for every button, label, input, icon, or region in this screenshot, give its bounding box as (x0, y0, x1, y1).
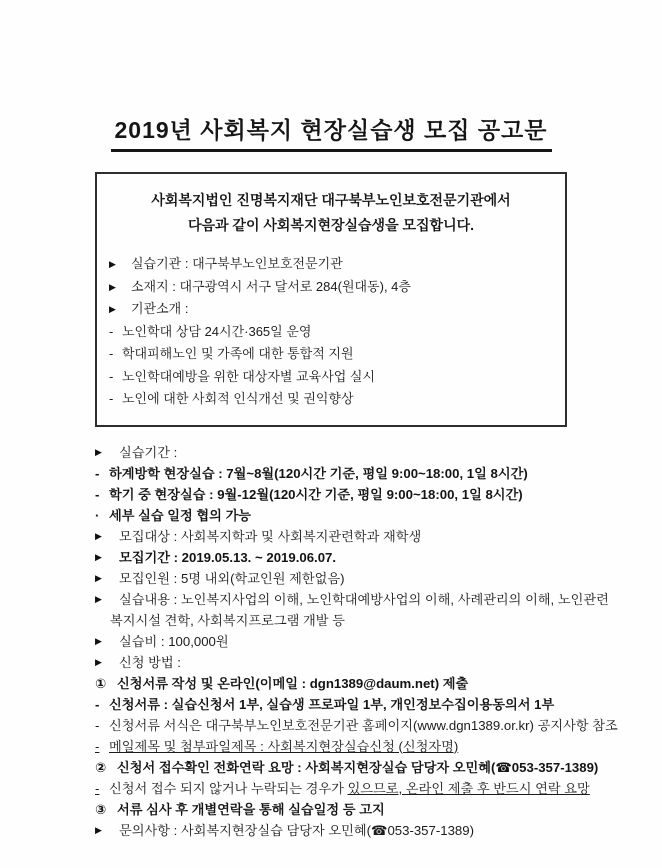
triangle-bullet-icon: ▶ (109, 281, 116, 292)
line-step1-online-submit: ① 신청서류 작성 및 온라인(이메일 : dgn1389@daum.net) 제출 (95, 673, 662, 694)
triangle-bullet-icon: ▶ (109, 304, 116, 314)
intro-heading-line2: 다음과 같이 사회복지현장실습생을 모집합니다. (187, 217, 475, 233)
line-mail-subject: - 메일제목 및 첨부파일제목 : 사회복지현장실습신청 (신청자명) (95, 736, 662, 757)
line-recruit-count: ▶ 모집인원 : 5명 내외(학교인원 제한없음) (95, 568, 662, 589)
triangle-bullet-icon: ▶ (95, 572, 102, 583)
dash-bullet-icon: - (95, 696, 100, 712)
dash-bullet-icon: - (95, 780, 100, 796)
dash-bullet-icon: - (95, 465, 100, 481)
line-schedule-negotiable: · 세부 실습 일정 협의 가능 (95, 505, 662, 526)
line-recruit-period: ▶ 모집기간 : 2019.05.13. ~ 2019.06.07. (95, 547, 662, 568)
line-application-method: ▶ 신청 방법 : (95, 652, 662, 673)
line-step3-schedule-notice: ③ 서류 심사 후 개별연락을 통해 실습일정 등 고지 (95, 799, 662, 820)
body-list (95, 442, 662, 841)
line-step2-confirm-call: ② 신청서 접수확인 전화연락 요망 : 사회복지현장실습 담당자 오민혜(☎053-357-1389) (95, 757, 662, 778)
dash-bullet-icon: - (109, 323, 114, 339)
triangle-bullet-icon: ▶ (95, 530, 102, 541)
triangle-bullet-icon: ▶ (109, 259, 116, 269)
intro-item-support: - 학대피해노인 및 가족에 대한 통합적 지원 (109, 343, 553, 366)
line-contact-warning (95, 778, 662, 799)
intro-items (109, 253, 553, 411)
dash-bullet-icon: - (95, 738, 100, 754)
line-training-period: ▶ 실습기간 : (95, 442, 662, 463)
triangle-bullet-icon: ▶ (95, 551, 102, 562)
line-document-forms: - 신청서류 서식은 대구북부노인보호전문기관 홈페이지(www.dgn1389.or.kr) 공지사항 참조 (95, 715, 662, 736)
intro-item-location: ▶ 소재지 : 대구광역시 서구 달서로 284(원대동), 4층 (109, 276, 553, 299)
dot-bullet-icon: · (95, 507, 100, 523)
intro-heading-line1: 사회복지법인 진명복지재단 대구북부노인보호전문기관에서 (151, 192, 511, 208)
circled-three-icon: ③ (95, 801, 107, 817)
title-area (0, 0, 662, 152)
intro-box (95, 172, 567, 427)
warning-underlined-segment: 있으므로, 온라인 제출 후 반드시 연락 요망 (347, 780, 590, 796)
line-inquiry-contact: ▶ 문의사항 : 사회복지현장실습 담당자 오민혜(☎053-357-1389) (95, 820, 662, 841)
line-summer-practice: - 하계방학 현장실습 : 7월~8월(120시간 기준, 평일 9:00~18:00, 1일 8시간) (95, 463, 662, 484)
triangle-bullet-icon: ▶ (95, 593, 102, 604)
line-practice-content-continued: 복지시설 견학, 사회복지프로그램 개발 등 (110, 612, 345, 628)
triangle-bullet-icon: ▶ (95, 446, 102, 457)
line-semester-practice: - 학기 중 현장실습 : 9월-12월(120시간 기준, 평일 9:00~18:00, 1일 8시간) (95, 484, 662, 505)
dash-bullet-icon: - (109, 391, 114, 406)
triangle-bullet-icon: ▶ (95, 656, 102, 667)
dash-bullet-icon: - (95, 717, 100, 733)
triangle-bullet-icon: ▶ (95, 635, 102, 646)
intro-item-education: - 노인학대예방을 위한 대상자별 교육사업 실시 (109, 366, 553, 389)
dash-bullet-icon: - (109, 368, 114, 384)
warning-plain-segment: 신청서 접수 되지 않거나 누락되는 경우가 (109, 780, 348, 796)
line-practice-content: ▶ 실습내용 : 노인복지사업의 이해, 노인학대예방사업의 이해, 사례관리의 이해, 노인관련 (95, 589, 662, 610)
dash-bullet-icon: - (109, 346, 114, 361)
dash-bullet-icon: - (95, 486, 100, 502)
line-required-documents: - 신청서류 : 실습신청서 1부, 실습생 프로파일 1부, 개인정보수집이용동의서 1부 (95, 694, 662, 715)
intro-item-institution-intro: ▶ 기관소개 : (109, 298, 553, 321)
page-title: 2019년 사회복지 현장실습생 모집 공고문 (111, 112, 552, 152)
circled-one-icon: ① (95, 675, 107, 691)
circled-two-icon: ② (95, 759, 107, 775)
intro-item-awareness: - 노인에 대한 사회적 인식개선 및 권익향상 (109, 388, 553, 411)
line-recruit-target: ▶ 모집대상 : 사회복지학과 및 사회복지관련학과 재학생 (95, 526, 662, 547)
intro-heading (109, 188, 553, 238)
intro-item-counseling: - 노인학대 상담 24시간·365일 운영 (109, 321, 553, 344)
triangle-bullet-icon: ▶ (95, 824, 102, 835)
intro-item-practice-institution: ▶ 실습기관 : 대구북부노인보호전문기관 (109, 253, 553, 276)
line-practice-fee: ▶ 실습비 : 100,000원 (95, 631, 662, 652)
